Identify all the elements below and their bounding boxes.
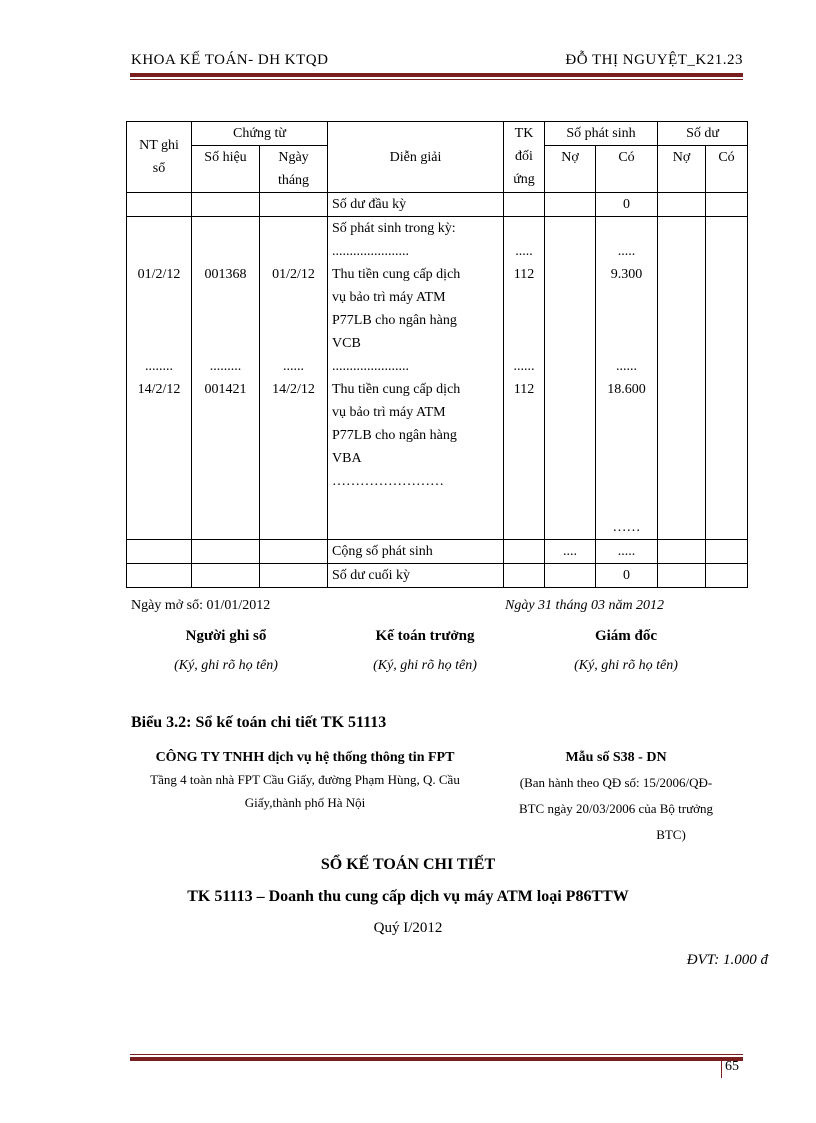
page-number-divider: [721, 1058, 722, 1078]
col-header-ps-co: Có: [596, 146, 658, 193]
opening-label: Số dư đầu kỳ: [328, 193, 504, 217]
signature-note-chief-accountant: (Ký, ghi rõ họ tên): [373, 658, 477, 673]
company-block: [120, 748, 490, 814]
form-note-2: BTC ngày 20/03/2006 của Bộ trưởng: [518, 801, 714, 816]
total-co: .....: [596, 540, 658, 564]
col-header-ngay-thang: Ngày tháng: [260, 146, 328, 193]
company-address-2: Giấy,thành phố Hà Nội: [244, 795, 366, 810]
col-header-dien-giai: Diễn giải: [328, 122, 504, 193]
closing-label: Số dư cuối kỳ: [328, 564, 504, 588]
total-label: Cộng số phát sinh: [328, 540, 504, 564]
body-dien-giai: Số phát sinh trong kỳ: ...................... Thu tiền cung cấp dịch vụ bảo trì máy ATM P77LB cho ngân hàng VCB ...................... Thu tiền cung cấp dịch vụ bảo trì máy ATM P77LB cho ngân hàng VBA ……………………: [328, 217, 504, 540]
table-row-opening: [127, 193, 748, 217]
col-header-chung-tu: Chứng từ: [192, 122, 328, 146]
col-header-tk-doi-ung: TK đối ứng: [504, 122, 545, 193]
col-header-so-phat-sinh: Số phát sinh: [545, 122, 658, 146]
col-header-so-hieu: Số hiệu: [192, 146, 260, 193]
body-so-hieu: 001368 ......... 001421: [192, 217, 260, 540]
body-du-co: [706, 217, 748, 540]
header-rule: [130, 73, 743, 77]
signature-note-director: (Ký, ghi rõ họ tên): [574, 658, 678, 673]
col-header-nt-ghi-so: NT ghi sổ: [127, 122, 192, 193]
ledger-table: [126, 121, 748, 588]
form-note-1: (Ban hành theo QĐ số: 15/2006/QĐ-: [519, 775, 713, 790]
footer-rule: [130, 1057, 743, 1061]
signature-note-recorder: (Ký, ghi rõ họ tên): [174, 658, 278, 673]
header-right: ĐỖ THỊ NGUYỆT_K21.23: [565, 52, 743, 68]
body-tk-doi-ung: ..... 112 ...... 112: [504, 217, 545, 540]
company-name: CÔNG TY TNHH dịch vụ hệ thống thông tin FPT: [155, 750, 455, 765]
company-address-1: Tầng 4 toàn nhà FPT Cầu Giấy, đường Phạm Hùng, Q. Cầu: [150, 772, 460, 787]
signature-title-director: Giám đốc: [594, 628, 658, 644]
header-left: KHOA KẾ TOÁN- DH KTQD: [131, 52, 329, 68]
signature-title-chief-accountant: Kế toán trưởng: [375, 628, 475, 644]
opening-co: 0: [596, 193, 658, 217]
footer-rule-thin: [130, 1054, 743, 1055]
body-du-no: [658, 217, 706, 540]
unit-label: ĐVT: 1.000 đ: [686, 952, 768, 968]
col-header-du-co: Có: [706, 146, 748, 193]
form-number: Mẫu số S38 - DN: [565, 750, 667, 765]
page-number: 65: [725, 1059, 739, 1074]
col-header-du-no: Nợ: [658, 146, 706, 193]
col-header-so-du: Số dư: [658, 122, 748, 146]
body-ps-no: [545, 217, 596, 540]
total-no: ....: [545, 540, 596, 564]
ledger-title: SỔ KẾ TOÁN CHI TIẾT: [320, 856, 496, 873]
section-caption: Biểu 3.2: Sổ kế toán chi tiết TK 51113: [131, 714, 387, 731]
sign-date: Ngày 31 tháng 03 năm 2012: [505, 598, 665, 613]
col-header-ps-no: Nợ: [545, 146, 596, 193]
open-date: Ngày mở sổ: 01/01/2012: [131, 598, 271, 613]
table-row-body: [127, 217, 748, 540]
body-ps-co: ..... 9.300 ...... 18.600 ……: [596, 217, 658, 540]
closing-co: 0: [596, 564, 658, 588]
ledger-period: Quý I/2012: [373, 920, 443, 936]
table-row-closing: [127, 564, 748, 588]
body-ngay-thang: 01/2/12 ...... 14/2/12: [260, 217, 328, 540]
form-note-3: BTC): [656, 827, 686, 842]
form-block: [496, 748, 736, 848]
table-row-total: [127, 540, 748, 564]
signature-title-recorder: Người ghi sổ: [185, 628, 267, 644]
body-nt-ghi-so: 01/2/12 ........ 14/2/12: [127, 217, 192, 540]
header-rule-thin: [130, 79, 743, 80]
ledger-subtitle: TK 51113 – Doanh thu cung cấp dịch vụ máy ATM loại P86TTW: [187, 888, 629, 905]
